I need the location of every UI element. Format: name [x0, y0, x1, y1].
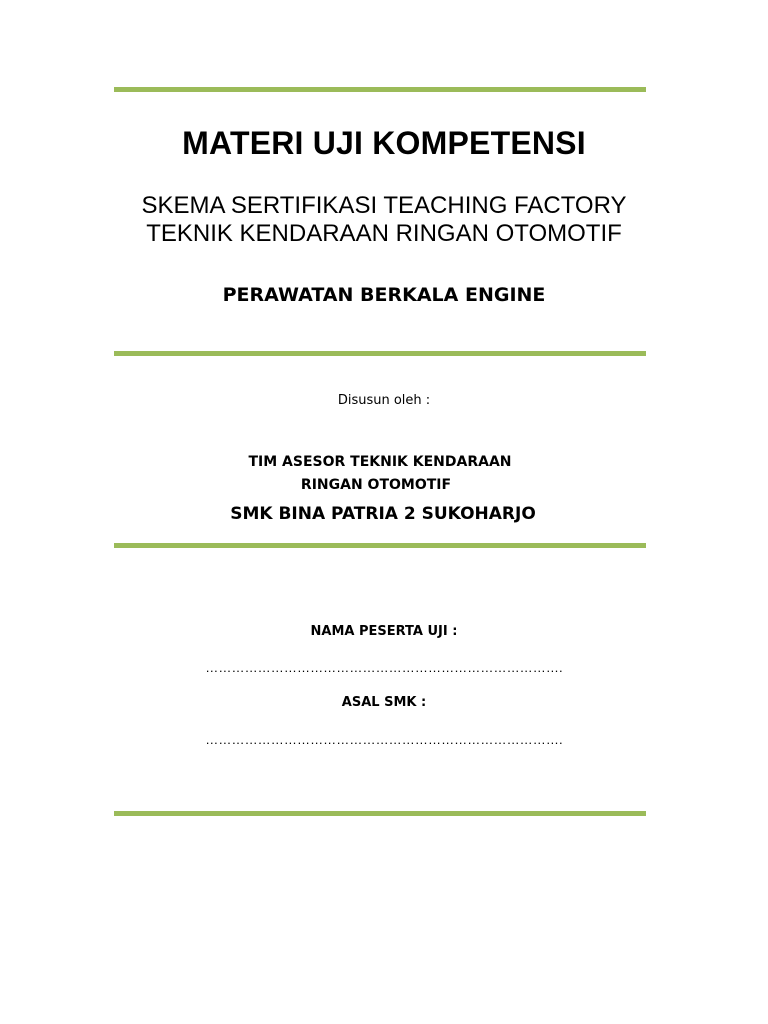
scheme-line-2: TEKNIK KENDARAAN RINGAN OTOMOTIF	[146, 220, 622, 247]
divider-2	[114, 351, 646, 356]
origin-school-field[interactable]: ……………………………………………………………………….	[205, 732, 563, 747]
document-title: MATERI UJI KOMPETENSI	[182, 125, 586, 161]
top-divider	[114, 87, 646, 92]
origin-school-label: ASAL SMK :	[341, 695, 427, 710]
divider-3	[114, 543, 646, 548]
bottom-divider	[114, 811, 646, 816]
school-name: SMK BINA PATRIA 2 SUKOHARJO	[230, 504, 536, 524]
scheme-line-1: SKEMA SERTIFIKASI TEACHING FACTORY	[141, 192, 627, 219]
participant-field[interactable]: ……………………………………………………………………….	[205, 660, 563, 675]
team-line-1: TIM ASESOR TEKNIK KENDARAAN	[248, 454, 512, 470]
prepared-by-label: Disusun oleh :	[337, 393, 431, 408]
topic-heading: PERAWATAN BERKALA ENGINE	[222, 284, 546, 306]
team-line-2: RINGAN OTOMOTIF	[300, 477, 452, 493]
participant-label: NAMA PESERTA UJI :	[310, 624, 458, 639]
